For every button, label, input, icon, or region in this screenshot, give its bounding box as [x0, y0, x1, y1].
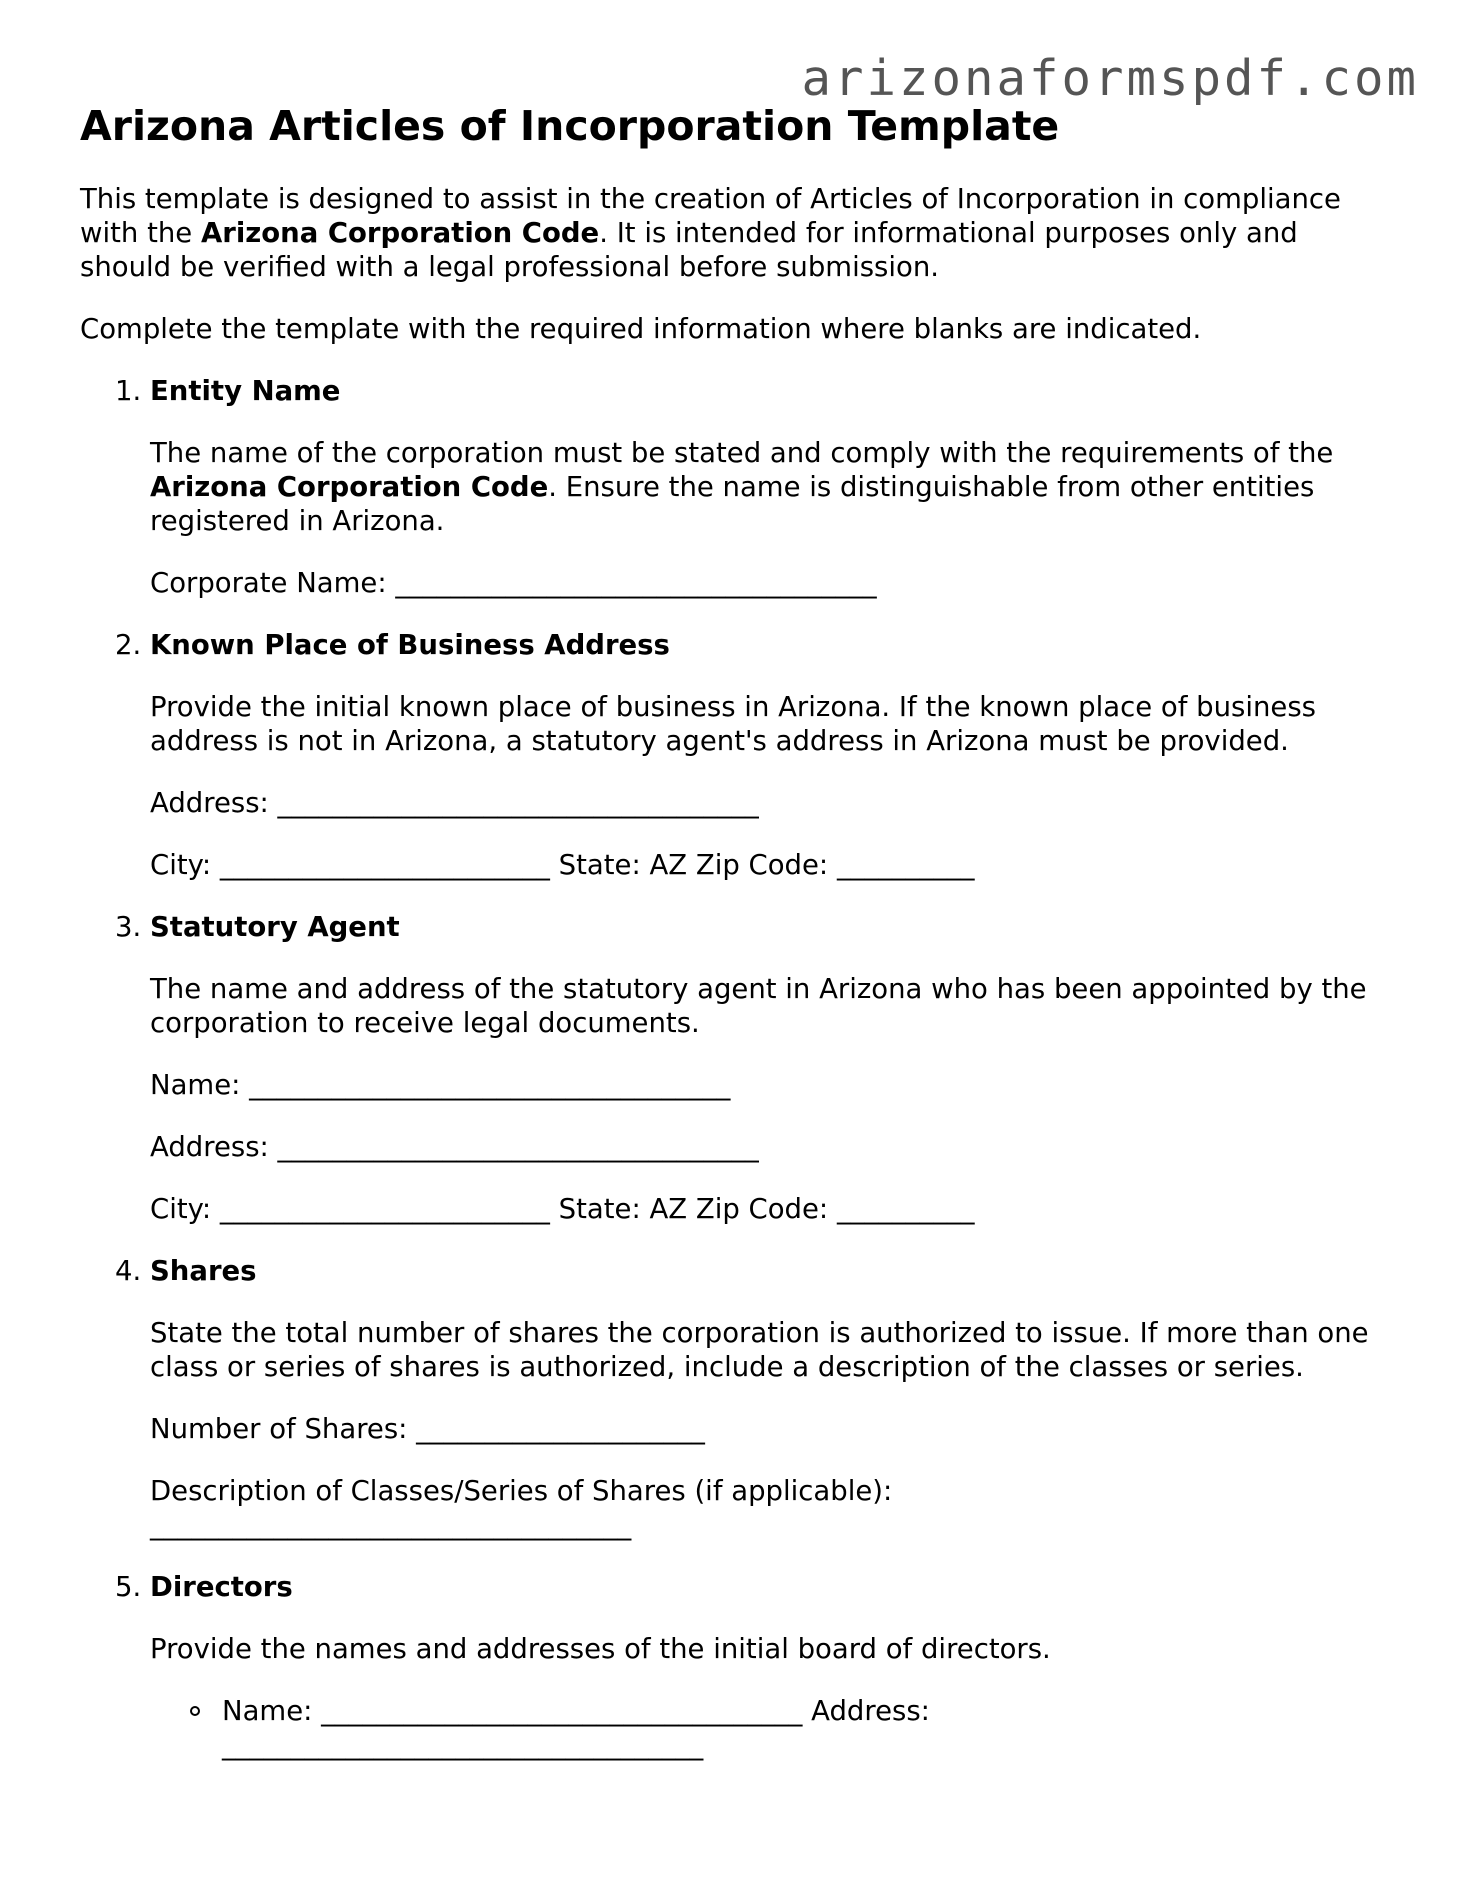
city-label: City: — [150, 849, 212, 881]
address-label: Address: — [150, 787, 269, 819]
number-of-shares-blank[interactable]: _____________________ — [407, 1413, 705, 1445]
agent-name-field — [150, 1068, 1370, 1102]
intro-bold-code: Arizona Corporation Code — [200, 217, 600, 249]
share-classes-field — [150, 1474, 1370, 1542]
intro-paragraph — [80, 182, 1370, 284]
section-body: The name and address of the statutory agent in Arizona who has been appointed by the corporation to receive legal documents. — [150, 973, 1367, 1039]
state-zip-label: State: AZ Zip Code: — [549, 1193, 829, 1225]
section-title: Known Place of Business Address — [150, 629, 670, 661]
address-blank[interactable]: ___________________________________ — [268, 787, 759, 819]
section-statutory-agent — [150, 910, 1370, 1226]
body-bold-code: Arizona Corporation Code — [150, 471, 549, 503]
share-classes-blank[interactable]: ___________________________________ — [150, 1509, 632, 1541]
share-classes-label: Description of Classes/Series of Shares (if applicable): — [150, 1475, 893, 1507]
section-business-address — [150, 628, 1370, 882]
directors-list — [150, 1694, 1370, 1762]
watermark: arizonaformspdf.com — [801, 50, 1419, 107]
number-of-shares-field — [150, 1412, 1370, 1446]
body-text-1: The name of the corporation must be stated and comply with the requirements of the — [150, 437, 1334, 469]
city-label: City: — [150, 1193, 212, 1225]
business-city-state-zip-field — [150, 848, 1370, 882]
director-entry — [222, 1694, 1370, 1762]
section-title: Directors — [150, 1571, 293, 1603]
section-body: Provide the names and addresses of the initial board of directors. — [150, 1633, 1051, 1665]
section-title: Entity Name — [150, 375, 341, 407]
section-body — [150, 436, 1370, 538]
corporate-name-field — [150, 566, 1370, 600]
agent-city-state-zip-field — [150, 1192, 1370, 1226]
director-name-blank[interactable]: ___________________________________ — [312, 1695, 803, 1727]
corporate-name-blank[interactable]: ___________________________________ — [386, 567, 877, 599]
instructions-paragraph: Complete the template with the required information where blanks are indicated. — [80, 313, 1202, 345]
section-body: Provide the initial known place of business in Arizona. If the known place of business address is not in Arizona, a statutory agent's address in Arizona must be provided. — [150, 691, 1316, 757]
section-directors — [150, 1570, 1370, 1762]
city-blank[interactable]: ________________________ — [211, 1193, 550, 1225]
body-text-2: . Ensure the name is distinguishable from other entities registered in Arizona. — [150, 471, 1315, 537]
circle-bullet-icon — [190, 1706, 200, 1716]
director-name-label: Name: — [222, 1695, 313, 1727]
director-address-label: Address: — [802, 1695, 930, 1727]
section-body: State the total number of shares the corporation is authorized to issue. If more than one class or series of shares is authorized, include a description of the classes or series. — [150, 1317, 1369, 1383]
director-address-blank[interactable]: ___________________________________ — [222, 1729, 704, 1761]
section-title: Shares — [150, 1255, 257, 1287]
zip-blank[interactable]: __________ — [828, 1193, 975, 1225]
document-page — [80, 100, 1370, 1790]
page-title: Arizona Articles of Incorporation Template — [80, 102, 1060, 150]
director-name-address-field — [222, 1694, 1370, 1762]
number-of-shares-label: Number of Shares: — [150, 1413, 408, 1445]
section-title: Statutory Agent — [150, 911, 400, 943]
city-blank[interactable]: ________________________ — [211, 849, 550, 881]
corporate-name-label: Corporate Name: — [150, 567, 387, 599]
section-shares — [150, 1254, 1370, 1542]
intro-text-1: This template is designed to assist in the creation of Articles of Incorporation in compliance with the — [80, 183, 1341, 249]
name-label: Name: — [150, 1069, 241, 1101]
intro-text-2: . It is intended for informational purposes only and should be verified with a legal professional before submission. — [80, 217, 1298, 283]
sections-list — [80, 374, 1370, 1762]
zip-blank[interactable]: __________ — [828, 849, 975, 881]
name-blank[interactable]: ___________________________________ — [240, 1069, 731, 1101]
address-label: Address: — [150, 1131, 269, 1163]
section-entity-name — [150, 374, 1370, 600]
business-address-field — [150, 786, 1370, 820]
agent-address-field — [150, 1130, 1370, 1164]
address-blank[interactable]: ___________________________________ — [268, 1131, 759, 1163]
state-zip-label: State: AZ Zip Code: — [549, 849, 829, 881]
